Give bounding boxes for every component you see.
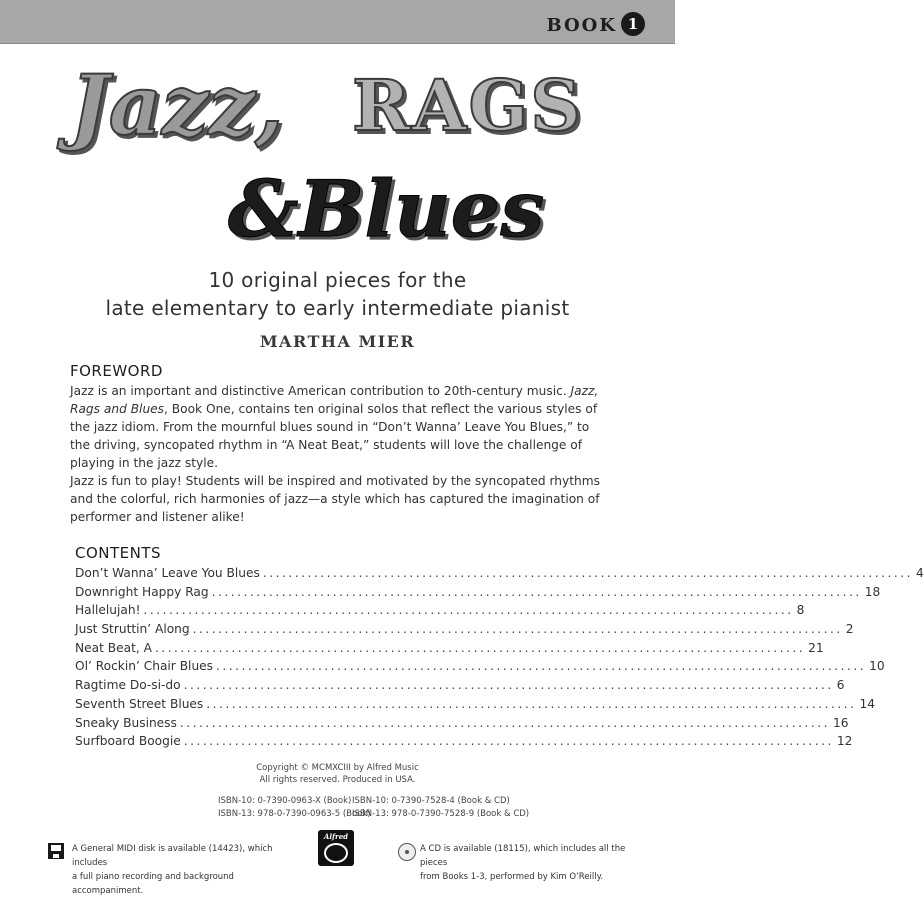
title-art [60,46,620,260]
contents-heading: CONTENTS [75,544,162,562]
contents-item: Hallelujah! ...................................................................................................... 8 [75,603,805,618]
isbn-book [218,795,371,821]
contents-item: Surfboard Boogie ...................................................................................................... 12 [75,734,853,749]
midi-note: A General MIDI disk is available (14423), which includes a full piano recording and background accompaniment. [72,844,273,896]
foreword-paragraph-1: Jazz is an important and distinctive American contribution to 20th-century music. Jazz, Rags and Blues, Book One, contains ten original solos that reflect the various styles of the jazz idiom. From the mournful blues sound in “Don’t Wanna’ Leave You Blues,” to the driving, syncopated rhythm in “A Neat Beat,” students will love the challenge of playing in the jazz style. [70,384,599,470]
contents-item: Sneaky Business ...................................................................................................... 16 [75,715,849,730]
title-jazz: Jazz, [70,58,284,154]
isbn-13-book: ISBN-13: 978-0-7390-0963-5 (Book) [218,809,371,819]
foreword-body [70,382,610,526]
isbn-10-book: ISBN-10: 0-7390-0963-X (Book) [218,796,352,806]
contents-item: Downright Happy Rag ...................................................................................................... 18 [75,584,881,599]
book-label: BOOK [546,15,617,36]
book-number-badge: 1 [621,12,645,36]
isbn-10-book-cd: ISBN-10: 0-7390-7528-4 (Book & CD) [352,796,510,806]
foreword-heading: FOREWORD [70,362,163,380]
contents-list [75,566,924,753]
contents-item: Neat Beat, A ...................................................................................................... 21 [75,640,824,655]
cd-note: A CD is available (18115), which includes all the pieces from Books 1-3, performed by Kim O’Reilly. [420,844,626,882]
copyright-line: Copyright © MCMXCIII by Alfred Music [256,763,419,773]
contents-item: Just Struttin’ Along ...................................................................................................... 2 [75,622,854,637]
subtitle-line-2: late elementary to early intermediate pianist [105,296,570,320]
rights-line: All rights reserved. Produced in USA. [259,775,416,785]
contents-item: Ragtime Do-si-do ...................................................................................................... 6 [75,678,845,693]
isbn-13-book-cd: ISBN-13: 978-0-7390-7528-9 (Book & CD) [352,809,530,819]
title-rags: RAGS [352,64,583,147]
cd-icon [398,843,416,861]
isbn-book-cd [352,795,529,821]
midi-disk-icon [48,843,64,859]
alfred-mark-icon [324,843,348,863]
contents-item: Don’t Wanna’ Leave You Blues ...................................................................................................... 4 [75,566,924,580]
header-bar [0,0,675,44]
subtitle-line-1: 10 original pieces for the [208,268,467,292]
author-name: MARTHA MIER [259,332,416,351]
alfred-logo: Alfred [318,830,354,866]
title-blues: &Blues [228,164,545,255]
foreword-paragraph-2: Jazz is fun to play! Students will be inspired and motivated by the syncopated rhythms and the colorful, rich harmonies of jazz—a style which has captured the imagination of performer and listener alike! [70,474,600,524]
contents-item: Ol’ Rockin’ Chair Blues ...................................................................................................... 10 [75,659,885,674]
contents-item: Seventh Street Blues ...................................................................................................... 14 [75,696,875,711]
